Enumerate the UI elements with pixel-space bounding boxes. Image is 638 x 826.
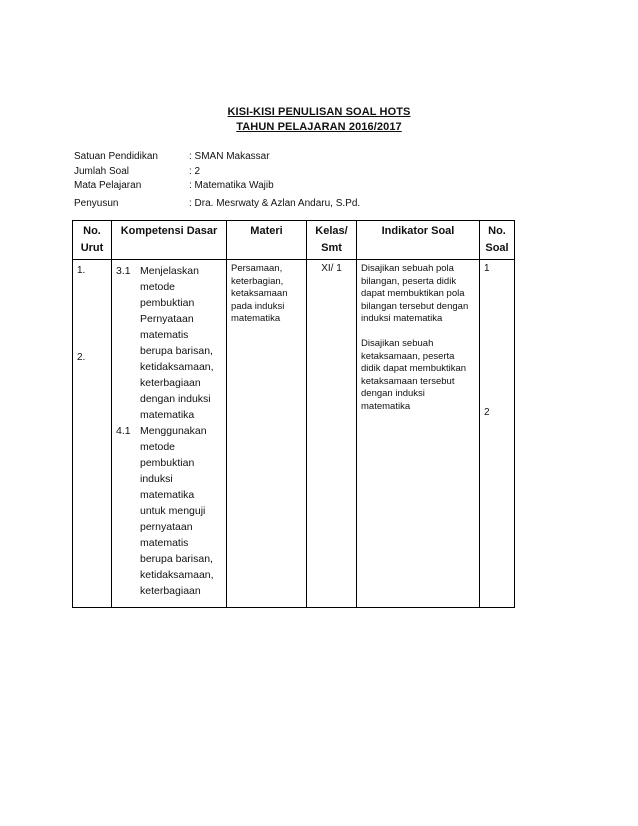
header-no-urut: No. Urut [73,221,112,260]
document-subtitle: TAHUN PELAJARAN 2016/2017 [236,121,402,133]
indikator-1: Disajikan sebuah pola bilangan, peserta didik dapat membuktikan pola bilangan tersebut dengan induksi matematika [361,263,469,325]
no-urut-2: 2. [77,352,86,363]
kisi-kisi-table [72,220,515,608]
no-soal-1: 1 [484,263,490,274]
info-label: Penyusun [74,198,119,209]
header-materi: Materi [227,221,307,260]
kd-item-4-1: 4.1 Menggunakan metode pembuktian induksi matematika untuk menguji pernyataan matematis berupa barisan, ketidaksamaan, keterbagiaan [116,425,214,597]
document-title: KISI-KISI PENULISAN SOAL HOTS [227,106,411,118]
cell-no-soal [480,260,515,608]
table-row [73,260,515,608]
info-row-jumlah-soal [74,166,200,177]
table-header-row [73,221,515,260]
no-urut-1: 1. [77,265,86,276]
cell-kelas-smt: XI/ 1 [307,260,357,608]
info-row-satuan [74,151,270,162]
info-row-penyusun [74,198,360,209]
header-no-soal: No. Soal [480,221,515,260]
header-kompetensi-dasar: Kompetensi Dasar [112,221,227,260]
cell-materi: Persamaan, keterbagian, ketaksamaan pada induksi matematika [227,260,307,608]
kd-item-3-1: 3.1 Menjelaskan metode pembuktian Pernyataan matematis berupa barisan, ketidaksamaan, keterbagiaan dengan induksi matematika [116,265,214,421]
info-label: Jumlah Soal [74,166,130,177]
info-value: : Dra. Mesrwaty & Azlan Andaru, S.Pd. [189,198,361,209]
cell-kompetensi-dasar [112,260,227,608]
info-row-mata-pelajaran [74,180,274,191]
info-value: : Matematika Wajib [189,180,274,191]
indikator-2: Disajikan sebuah ketaksamaan, peserta didik dapat membuktikan ketaksamaan tersebut dengan induksi matematika [361,337,467,412]
info-label: Mata Pelajaran [74,180,142,191]
header-indikator-soal: Indikator Soal [357,221,480,260]
info-label: Satuan Pendidikan [74,151,158,162]
cell-no-urut [73,260,112,608]
header-kelas-smt: Kelas/ Smt [307,221,357,260]
info-value: : SMAN Makassar [189,151,270,162]
cell-indikator-soal [357,260,480,608]
info-value: : 2 [189,166,201,177]
no-soal-2: 2 [484,407,490,418]
